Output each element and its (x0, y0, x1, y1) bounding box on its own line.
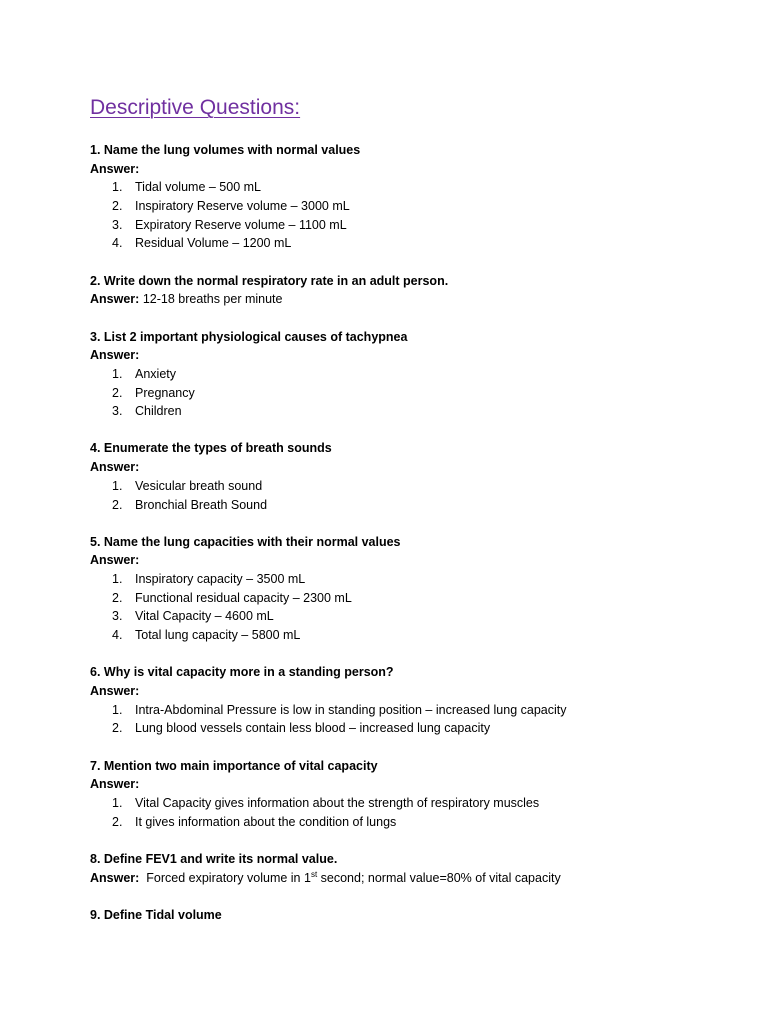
item-text: Inspiratory capacity – 3500 mL (135, 572, 306, 587)
item-text: It gives information about the condition of lungs (135, 814, 397, 829)
answer-list (90, 570, 730, 645)
list-item (90, 402, 730, 421)
answer-label: Answer: (90, 348, 140, 363)
answer-label: Answer: (90, 292, 140, 307)
answer-text: Forced expiratory volume in 1 (146, 870, 311, 885)
list-item (90, 216, 730, 235)
answer-text-continued: second; normal value=80% of vital capacity (317, 870, 561, 885)
list-item (90, 496, 730, 515)
question-7 (90, 757, 730, 832)
item-text: Vesicular breath sound (135, 478, 263, 493)
item-text: Bronchial Breath Sound (135, 497, 268, 512)
question-6 (90, 663, 730, 738)
list-item (90, 365, 730, 384)
list-item (90, 477, 730, 496)
item-text: Inspiratory Reserve volume – 3000 mL (135, 199, 350, 214)
answer-list (90, 365, 730, 421)
list-item (90, 701, 730, 720)
list-item (90, 234, 730, 253)
question-8 (90, 850, 730, 887)
item-text: Pregnancy (135, 385, 195, 400)
item-number: 1. (112, 366, 123, 381)
item-text: Functional residual capacity – 2300 mL (135, 590, 352, 605)
question-9 (90, 906, 730, 925)
item-number: 2. (112, 199, 123, 214)
question-title: 9. Define Tidal volume (90, 907, 222, 922)
question-4 (90, 439, 730, 514)
answer-label: Answer: (90, 684, 140, 698)
list-item (90, 794, 730, 813)
question-list (90, 141, 730, 943)
question-title: 4. Enumerate the types of breath sounds (90, 441, 332, 456)
item-number: 3. (112, 404, 123, 419)
answer-label: Answer: (90, 460, 140, 475)
question-title: 2. Write down the normal respiratory rate in an adult person. (90, 273, 449, 288)
item-number: 4. (112, 628, 123, 643)
list-item (90, 607, 730, 626)
item-number: 1. (112, 180, 123, 195)
item-text: Children (135, 404, 182, 419)
item-number: 3. (112, 609, 123, 624)
question-title: 7. Mention two main importance of vital capacity (90, 758, 378, 773)
list-item (90, 384, 730, 403)
answer-text: 12-18 breaths per minute (142, 292, 283, 307)
item-text: Intra-Abdominal Pressure is low in standing position – increased lung capacity (135, 702, 567, 717)
item-number: 1. (112, 478, 123, 493)
list-item (90, 570, 730, 589)
list-item (90, 813, 730, 832)
item-text: Vital Capacity – 4600 mL (135, 609, 274, 624)
item-number: 4. (112, 236, 123, 251)
answer-label: Answer: (90, 553, 140, 568)
question-title: 8. Define FEV1 and write its normal value. (90, 851, 338, 866)
item-text: Tidal volume – 500 mL (135, 180, 261, 195)
item-number: 1. (112, 795, 123, 810)
answer-line (90, 869, 730, 888)
ordinal-superscript: st (310, 869, 318, 879)
item-number: 1. (112, 572, 123, 587)
answer-list (90, 178, 730, 253)
item-number: 3. (112, 217, 123, 232)
item-number: 2. (112, 385, 123, 400)
item-text: Lung blood vessels contain less blood – increased lung capacity (135, 721, 491, 736)
item-text: Anxiety (135, 366, 176, 381)
item-number: 2. (112, 590, 123, 605)
question-5 (90, 533, 730, 645)
list-item (90, 178, 730, 197)
answer-line (90, 290, 730, 309)
question-title: 5. Name the lung capacities with their normal values (90, 534, 401, 549)
item-text: Expiratory Reserve volume – 1100 mL (135, 217, 347, 232)
answer-label: Answer: (90, 870, 140, 885)
question-title: 1. Name the lung volumes with normal values (90, 143, 361, 157)
answer-list (90, 701, 730, 738)
list-item (90, 589, 730, 608)
question-title: 3. List 2 important physiological causes of tachypnea (90, 329, 408, 344)
item-number: 2. (112, 721, 123, 736)
question-2 (90, 272, 730, 309)
item-number: 2. (112, 814, 123, 829)
item-number: 1. (112, 702, 123, 717)
question-title: 6. Why is vital capacity more in a standing person? (90, 665, 394, 680)
question-3 (90, 328, 730, 421)
list-item (90, 626, 730, 645)
item-number: 2. (112, 497, 123, 512)
page-title: Descriptive Questions: (90, 96, 301, 119)
answer-list (90, 477, 730, 514)
answer-label: Answer: (90, 161, 140, 176)
question-1 (90, 141, 730, 253)
item-text: Total lung capacity – 5800 mL (135, 628, 301, 643)
list-item (90, 719, 730, 738)
item-text: Vital Capacity gives information about the strength of respiratory muscles (135, 795, 540, 810)
item-text: Residual Volume – 1200 mL (135, 236, 292, 251)
answer-label: Answer: (90, 777, 140, 792)
list-item (90, 197, 730, 216)
answer-list (90, 794, 730, 831)
